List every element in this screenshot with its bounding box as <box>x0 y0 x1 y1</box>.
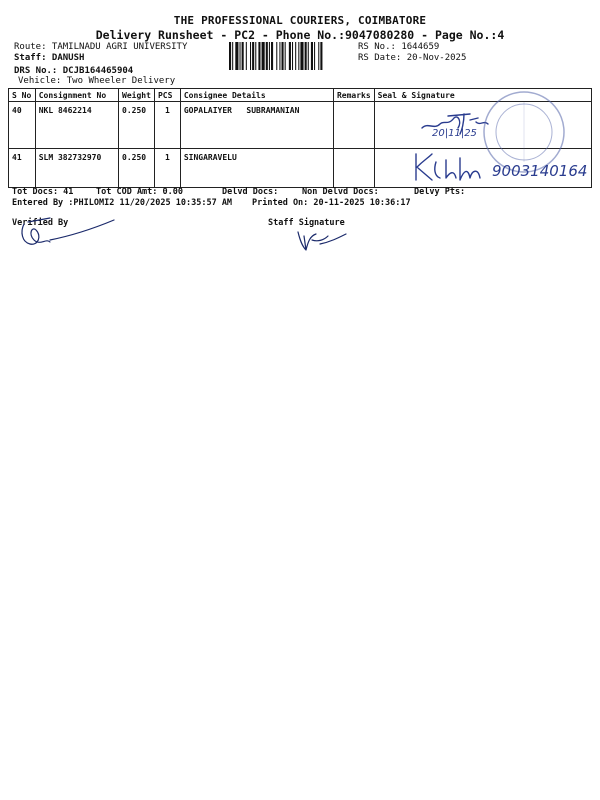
cell-weight: 0.250 <box>119 149 155 188</box>
staff-signature-label: Staff Signature <box>268 218 345 228</box>
printed-on: Printed On: 20-11-2025 10:36:17 <box>252 198 411 208</box>
col-pcs: PCS <box>154 89 180 102</box>
cell-consignee: GOPALAIYER SUBRAMANIAN <box>180 102 333 149</box>
drs-number: DRS No.: DCJB164465904 <box>14 66 134 76</box>
cell-sno: 41 <box>9 149 36 188</box>
vehicle-label: Vehicle: Two Wheeler Delivery <box>18 76 176 86</box>
rs-date: RS Date: 20-Nov-2025 <box>358 53 467 63</box>
row1-handwritten-date: 20|11|25 <box>432 128 477 139</box>
delvy-pts: Delvy Pts: <box>414 187 466 197</box>
staff-label: Staff: DANUSH <box>14 53 85 63</box>
col-weight: Weight <box>119 89 155 102</box>
col-seal: Seal & Signature <box>374 89 591 102</box>
route-label: Route: TAMILNADU AGRI UNIVERSITY <box>14 42 188 52</box>
cell-pcs: 1 <box>154 102 180 149</box>
col-remarks: Remarks <box>333 89 374 102</box>
row2-handwritten-phone: 9003140164 <box>492 162 588 180</box>
cell-sno: 40 <box>9 102 36 149</box>
staff-signature <box>290 226 350 256</box>
entered-by: Entered By :PHILOMI2 11/20/2025 10:35:57 AM <box>12 198 233 208</box>
col-sno: S No <box>9 89 36 102</box>
cell-remarks <box>333 102 374 149</box>
row2-signature <box>410 150 502 184</box>
verified-by-signature <box>10 214 120 254</box>
verified-by-label: Verified By <box>12 218 69 228</box>
cell-pcs: 1 <box>154 149 180 188</box>
tot-docs: Tot Docs: 41 <box>12 187 74 197</box>
rs-number: RS No.: 1644659 <box>358 42 440 52</box>
cell-remarks <box>333 149 374 188</box>
runsheet-title: Delivery Runsheet - PC2 - Phone No.:9047080280 - Page No.:4 <box>95 28 505 42</box>
non-delvd-docs: Non Delvd Docs: <box>302 187 379 197</box>
delvd-docs: Delvd Docs: <box>222 187 279 197</box>
cell-consignee: SINGARAVELU <box>180 149 333 188</box>
cell-weight: 0.250 <box>119 102 155 149</box>
cell-consignment: SLM 382732970 <box>35 149 118 188</box>
company-title: THE PROFESSIONAL COURIERS, COIMBATORE <box>173 14 427 27</box>
cell-consignment: NKL 8462214 <box>35 102 118 149</box>
col-consignee: Consignee Details <box>180 89 333 102</box>
tot-cod-amt: Tot COD Amt: 0.00 <box>96 187 183 197</box>
barcode <box>228 42 354 70</box>
col-consignment: Consignment No <box>35 89 118 102</box>
